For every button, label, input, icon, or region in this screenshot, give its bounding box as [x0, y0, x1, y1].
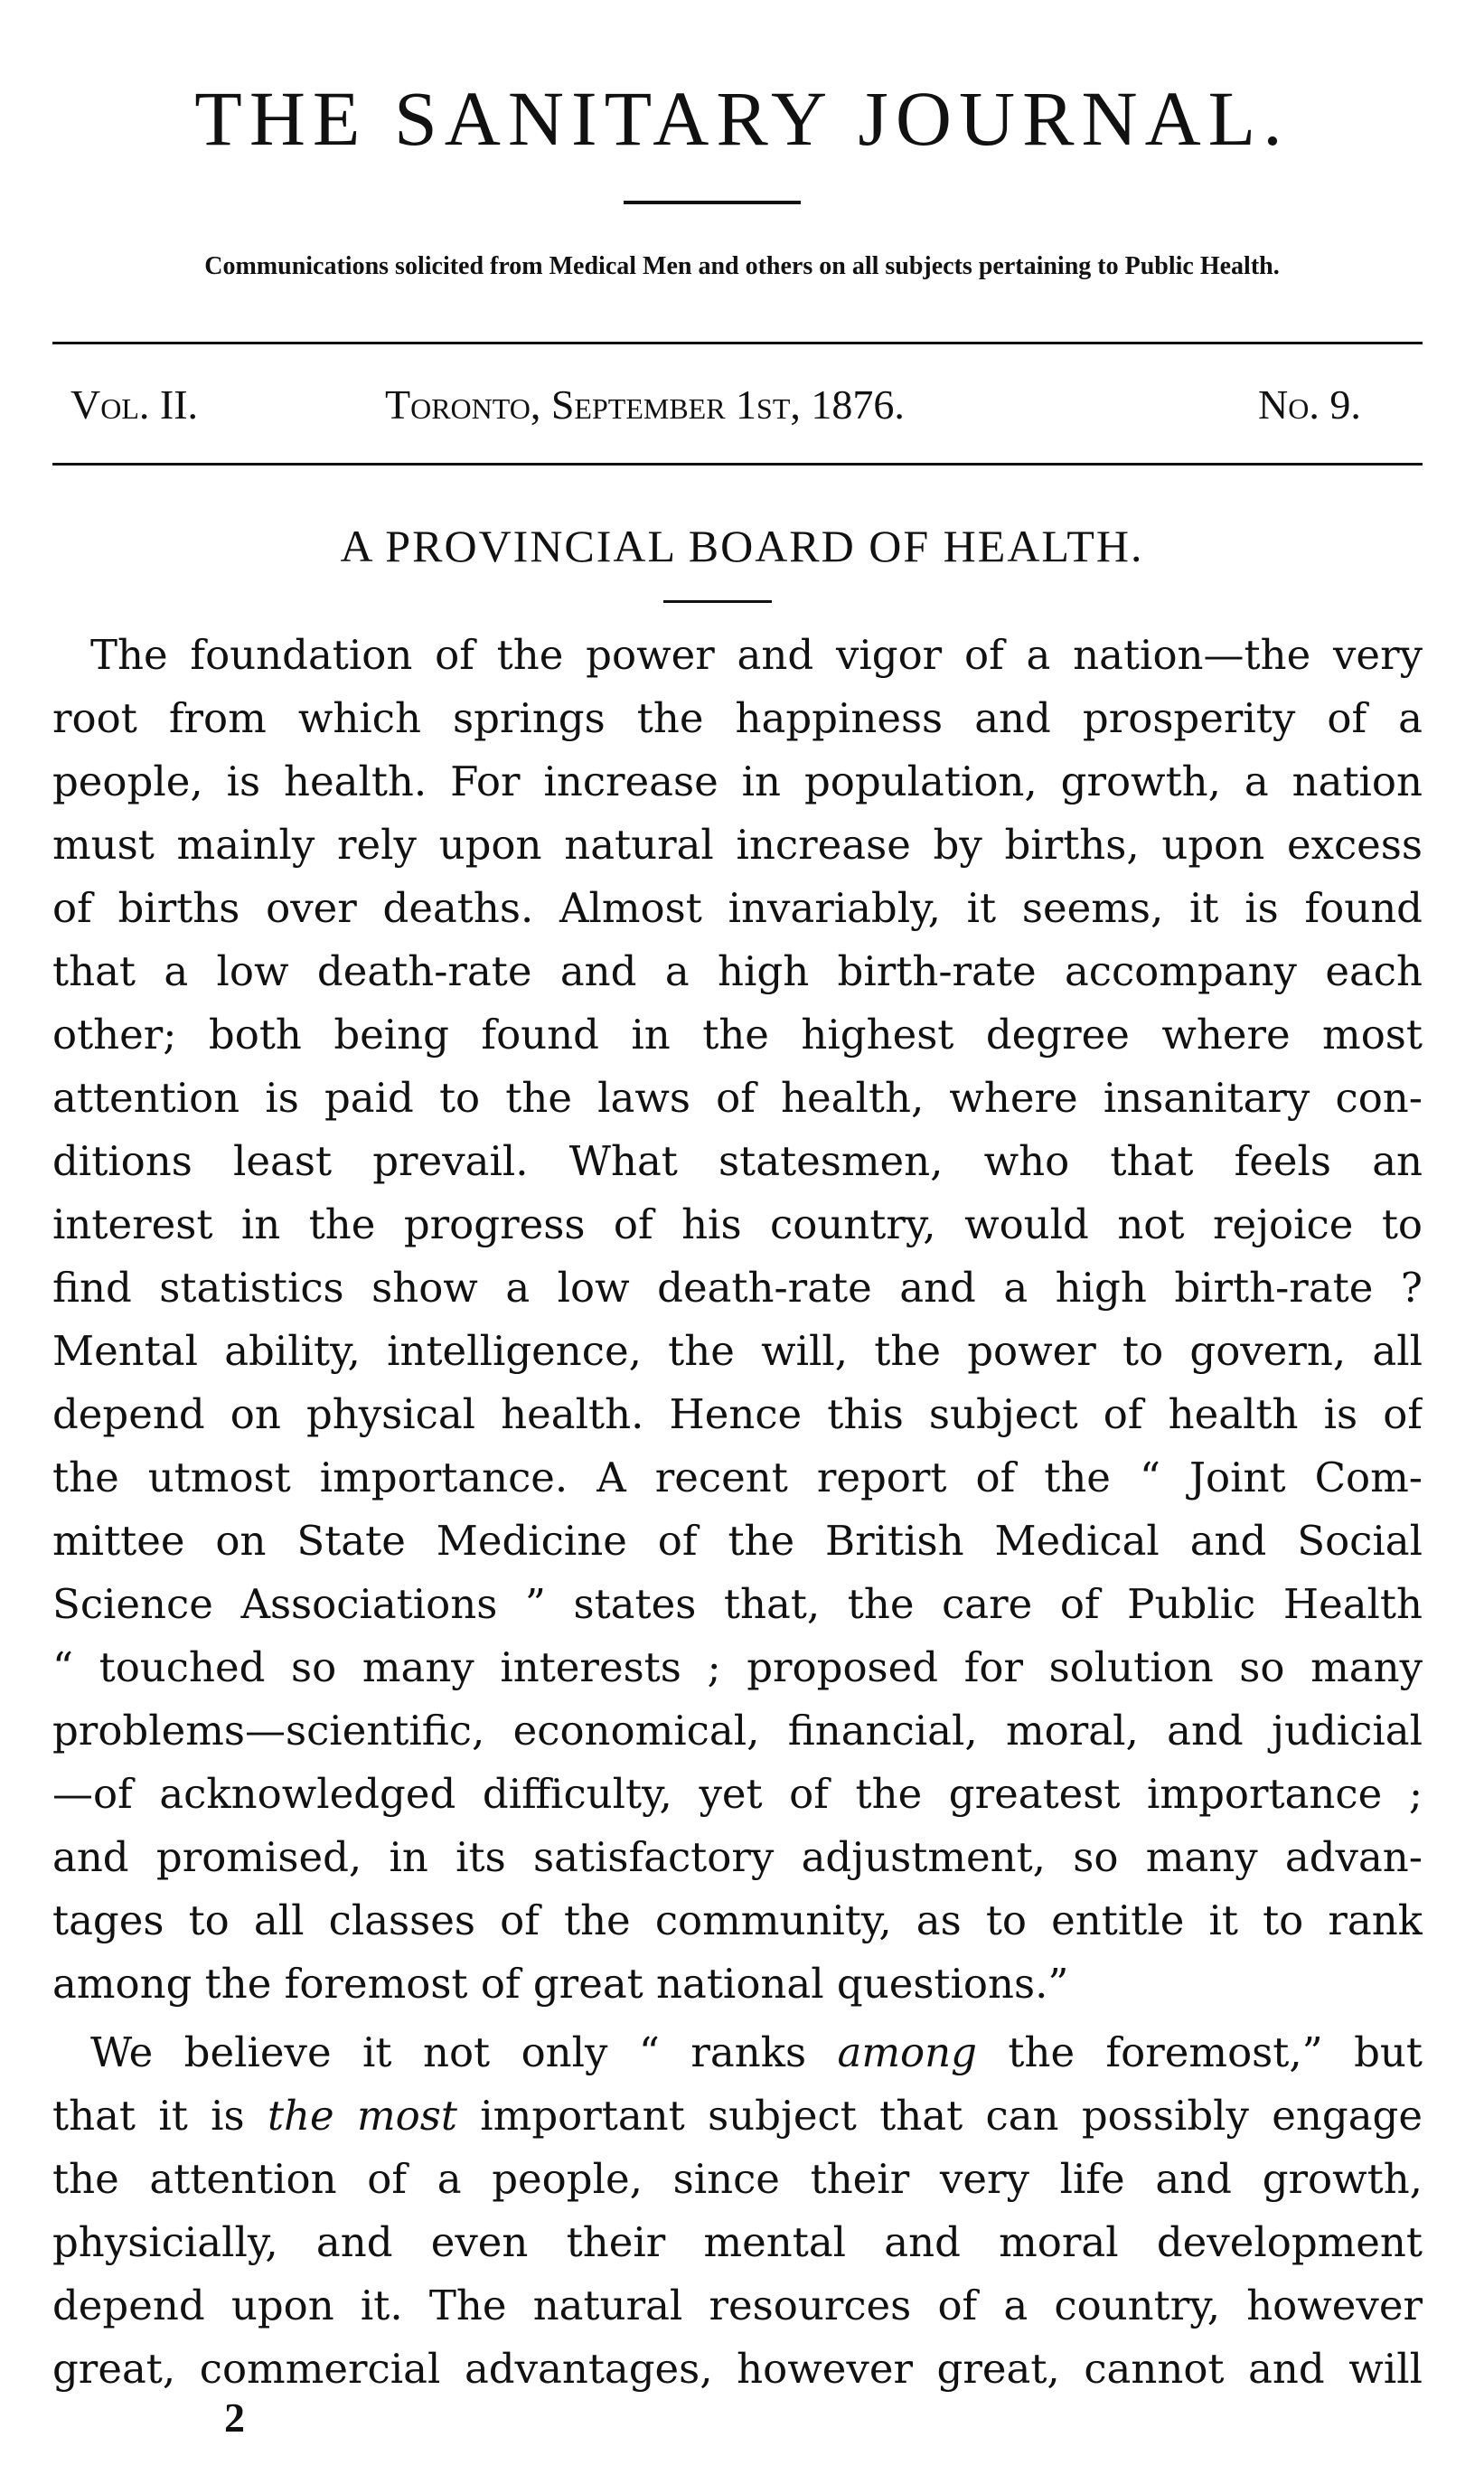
text-line: Mental ability, intelligence, the will, the power to govern, all — [52, 1327, 1423, 1375]
text-line: of births over deaths. Almost invariably, it seems, it is found — [52, 884, 1423, 932]
text-line: problems—scientific, economical, financial, moral, and judicial — [52, 1707, 1423, 1755]
article-title: A PROVINCIAL BOARD OF HEALTH. — [340, 521, 1144, 571]
journal-tagline: Communications solicited from Medical Men and others on all subjects pertaining to Public Health. — [204, 252, 1280, 280]
masthead-rule — [624, 201, 801, 204]
text-line: other; both being found in the highest degree where most — [52, 1011, 1423, 1059]
text-line: that a low death-rate and a high birth-rate accompany each — [52, 947, 1423, 995]
text-line: —of acknowledged difficulty, yet of the greatest importance ; — [52, 1770, 1423, 1818]
dateline — [0, 378, 1484, 432]
place-date-label: Toronto, September 1st, 1876. — [385, 381, 905, 428]
title-rule — [663, 600, 772, 603]
text-line: root from which springs the happiness and prosperity of a — [52, 694, 1423, 742]
paragraph-1 — [52, 624, 1423, 2016]
text-line: The foundation of the power and vigor of a nation—the very — [90, 631, 1423, 679]
text-line: physicially, and even their mental and moral development — [52, 2218, 1423, 2266]
issue-number-label: No. 9. — [1258, 381, 1361, 428]
text-line: “ touched so many interests ; proposed for solution so many — [52, 1643, 1423, 1691]
paragraph-2 — [52, 2021, 1423, 2401]
text-line: depend upon it. The natural resources of a country, however — [52, 2282, 1423, 2329]
emphasis: the most — [267, 2092, 457, 2140]
text-line: and promised, in its satisfactory adjustment, so many advan- — [52, 1833, 1423, 1881]
text-line: must mainly rely upon natural increase by births, upon excess — [52, 821, 1423, 869]
volume-label: Vol. II. — [70, 381, 199, 428]
text-line: among the foremost of great national questions.” — [52, 1960, 1069, 2008]
text-line: ditions least prevail. What statesmen, who that feels an — [52, 1137, 1423, 1185]
text-line: the attention of a people, since their very life and growth, — [52, 2155, 1423, 2203]
text-line: interest in the progress of his country, would not rejoice to — [52, 1200, 1423, 1248]
text-line: great, commercial advantages, however great, cannot and will — [52, 2345, 1423, 2393]
page-number: 2 — [224, 2395, 245, 2441]
dateline-top-rule — [52, 342, 1423, 344]
text-line: Science Associations ” states that, the care of Public Health — [52, 1580, 1423, 1628]
text-line: the utmost importance. A recent report of the “ Joint Com- — [52, 1454, 1423, 1501]
text-line: tages to all classes of the community, as to entitle it to rank — [52, 1896, 1423, 1944]
text-line: mittee on State Medicine of the British Medical and Social — [52, 1517, 1423, 1565]
emphasis: among — [837, 2028, 977, 2076]
text-line: We believe it not only “ ranks among the foremost,” but — [90, 2028, 1423, 2076]
text-line: attention is paid to the laws of health, where insanitary con- — [52, 1074, 1423, 1122]
text-line: people, is health. For increase in population, growth, a nation — [52, 757, 1423, 805]
journal-masthead: THE SANITARY JOURNAL. — [194, 75, 1290, 162]
text-line: find statistics show a low death-rate and a high birth-rate ? — [52, 1264, 1423, 1312]
text-line: that it is the most important subject that can possibly engage — [52, 2092, 1423, 2140]
dateline-bottom-rule — [52, 463, 1423, 466]
text-line: depend on physical health. Hence this subject of health is of — [52, 1390, 1423, 1438]
article-body — [52, 624, 1423, 2401]
